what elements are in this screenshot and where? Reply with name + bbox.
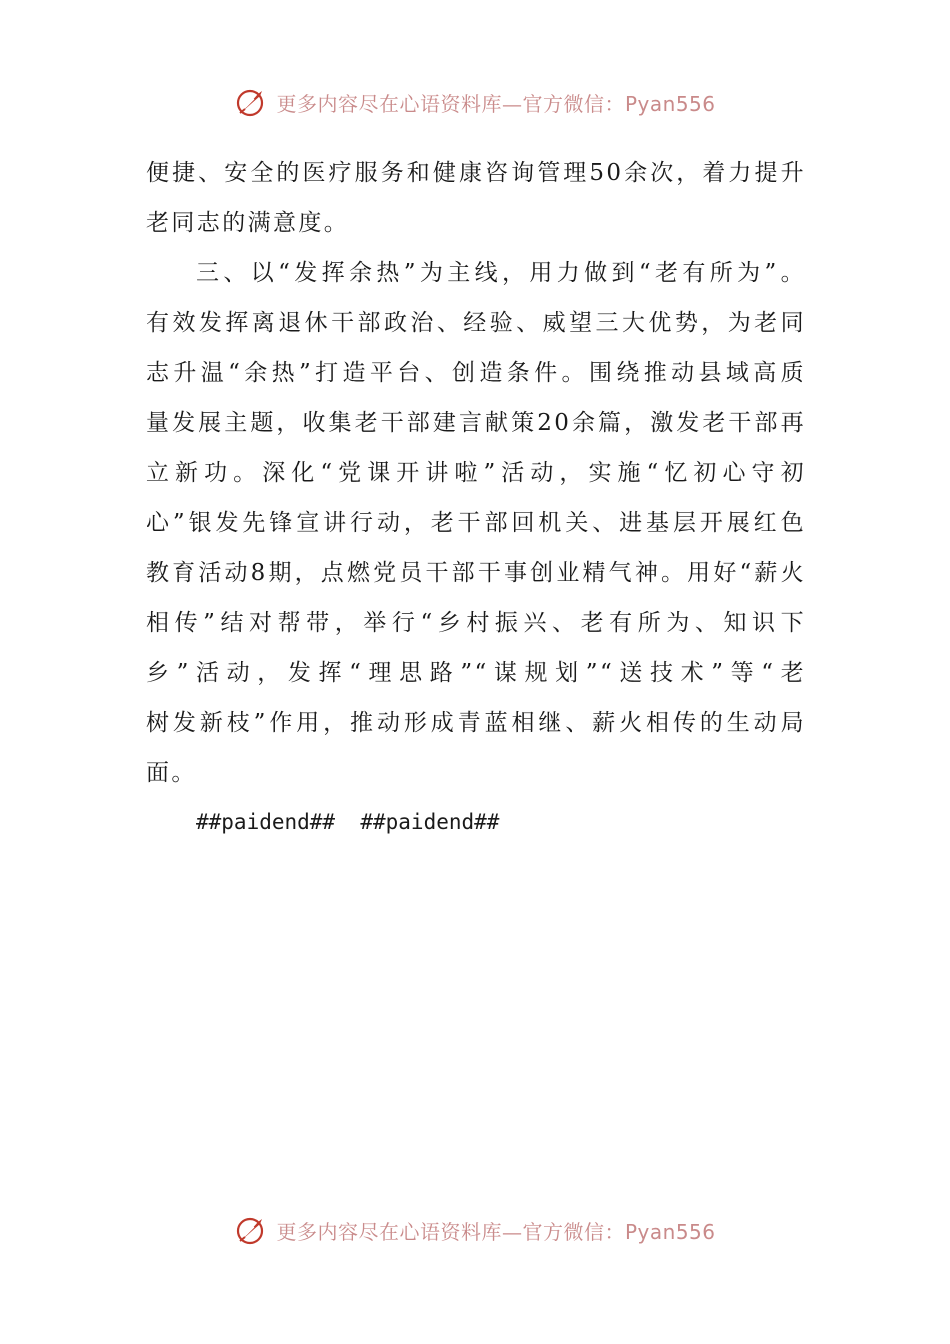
watermark-text: 更多内容尽在心语资料库—官方微信：Pyan556 [276, 91, 716, 116]
footer-watermark [0, 1208, 950, 1252]
text-line: 心”银发先锋宣讲行动，老干部回机关、进基层开展红色 [146, 510, 806, 536]
document-body [146, 148, 806, 798]
text-line: 老同志的满意度。 [146, 210, 350, 236]
text-line: 三、以“发挥余热”为主线，用力做到“老有所为”。 [196, 260, 806, 286]
text-line: 立新功。深化“党课开讲啦”活动，实施“忆初心守初 [146, 460, 806, 486]
text-line: 便捷、安全的医疗服务和健康咨询管理50余次，着力提升 [146, 160, 806, 186]
text-line: 面。 [146, 760, 197, 786]
text-line: 教育活动8期，点燃党员干部干事创业精气神。用好“薪火 [146, 560, 806, 586]
paidend-marker: ##paidend## ##paidend## [196, 810, 500, 834]
text-line: 志升温“余热”打造平台、创造条件。围绕推动县域高质 [146, 360, 806, 386]
text-line: 量发展主题，收集老干部建言献策20余篇，激发老干部再 [146, 410, 806, 436]
watermark-text: 更多内容尽在心语资料库—官方微信：Pyan556 [276, 1219, 716, 1244]
text-line: 相传”结对帮带，举行“乡村振兴、老有所为、知识下 [146, 610, 806, 636]
header-watermark [0, 80, 950, 124]
text-line: 有效发挥离退休干部政治、经验、威望三大优势，为老同 [146, 310, 806, 336]
quill-pen-logo-icon [234, 85, 268, 119]
text-line: 乡”活动，发挥“理思路”“谋规划”“送技术”等“老 [146, 660, 806, 686]
quill-pen-logo-icon [234, 1213, 268, 1247]
text-line: 树发新枝”作用，推动形成青蓝相继、薪火相传的生动局 [146, 710, 806, 736]
